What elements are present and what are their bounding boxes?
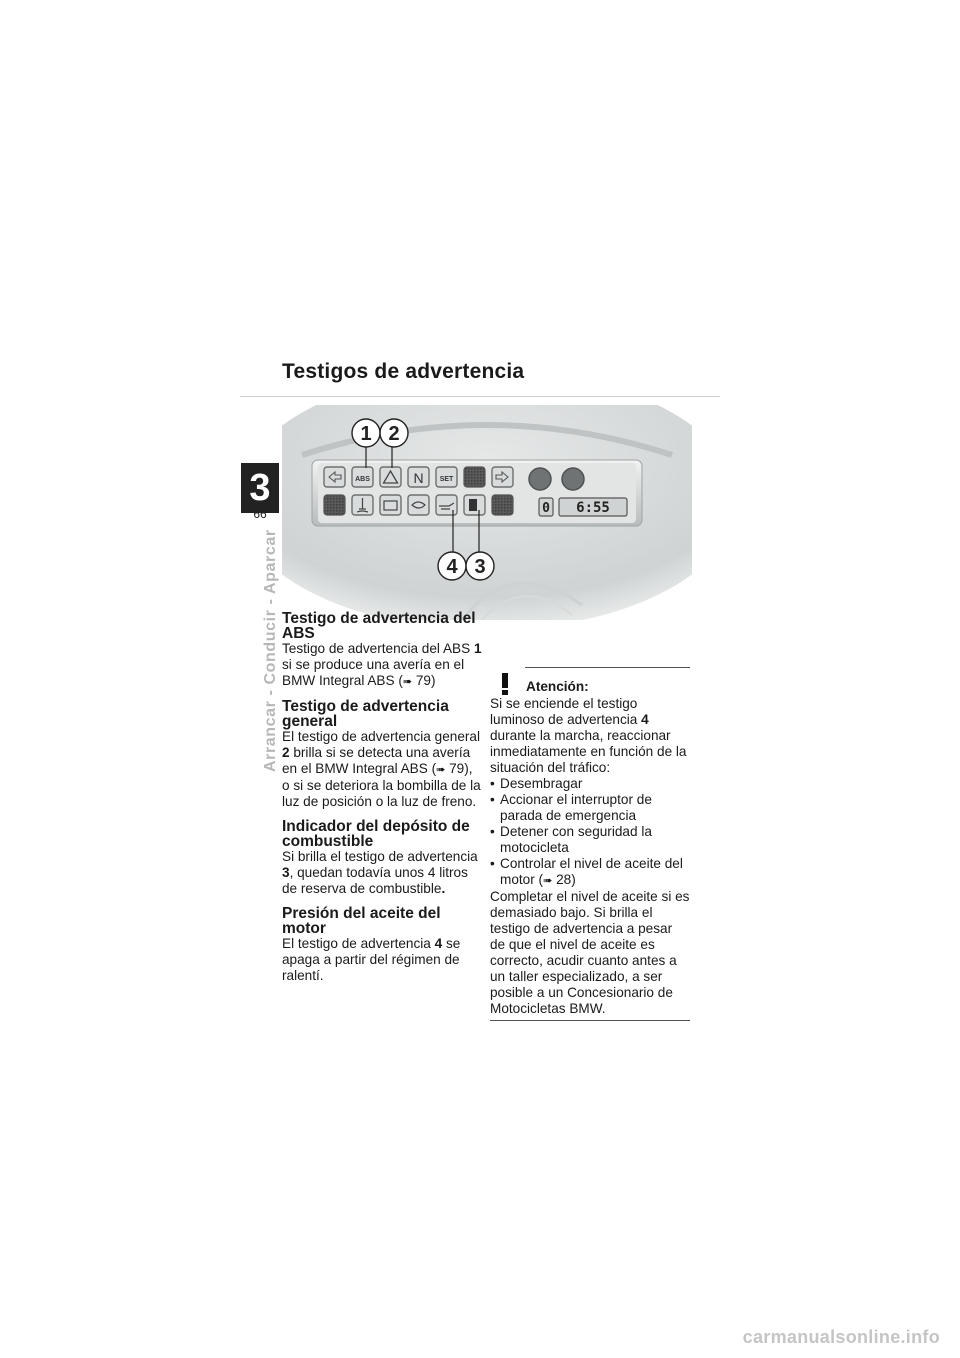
blank-lamp — [324, 495, 345, 515]
page-reference[interactable]: 79 — [449, 761, 465, 776]
note-bottom-rule — [490, 1020, 690, 1021]
footer-watermark: carmanualsonline.info — [742, 1327, 940, 1347]
callout-3-label: 3 — [474, 556, 486, 578]
section-body: Si brilla el testigo de advertencia 3, quedan todavía unos 4 litros de reserva de combustible. — [282, 849, 478, 896]
panel-knob-right — [562, 468, 584, 490]
section-fuel — [282, 819, 482, 897]
neutral-label: N — [413, 470, 424, 486]
list-item: • Accionar el interruptor de parada de emergencia — [490, 792, 690, 824]
note-top-rule — [525, 667, 690, 668]
note-intro: Si se enciende el testigo luminoso de advertencia 4 durante la marcha, reaccionar inmediatamente en función de la situación del tráfico: — [490, 696, 687, 775]
callout-1-label: 1 — [360, 423, 372, 445]
arrow-icon: ➠ — [543, 875, 553, 887]
chapter-number: 3 — [249, 467, 271, 509]
callout-2-label: 2 — [388, 423, 400, 445]
note-body: Completar el nivel de aceite si es demasiado bajo. Si brilla el testigo de advertencia a pesar de que el nivel de aceite es correcto, acudir cuanto antes a un taller especializado, a ser posible a un Concesionario de Motocicletas BMW. — [490, 889, 690, 1016]
section-oil — [282, 906, 482, 984]
note-header — [490, 670, 690, 696]
page-title: Testigos de advertencia — [282, 360, 525, 383]
section-general — [282, 699, 482, 810]
note-label: Atención: — [526, 679, 589, 694]
list-item: • Controlar el nivel de aceite del motor (➠ 28) — [490, 856, 690, 889]
set-label: SET — [439, 476, 454, 483]
section-heading: Testigo de advertencia general — [282, 698, 449, 730]
list-item: • Desembragar — [490, 776, 690, 792]
section-heading: Indicador del depósito de combustible — [282, 818, 470, 850]
section-body: El testigo de advertencia general 2 brilla si se detecta una avería en el BMW Integral ABS (➠ 79), o si se deteriora la bombilla de la luz de posición o la luz de freno. — [282, 729, 481, 809]
section-abs — [282, 611, 482, 690]
caution-exclamation-icon — [490, 670, 520, 696]
gear-value: 0 — [542, 501, 550, 516]
callout-4-label: 4 — [446, 556, 458, 578]
list-item: • Detener con seguridad la motocicleta — [490, 824, 690, 856]
left-column — [282, 611, 482, 993]
oil-pressure-icon — [436, 495, 457, 515]
panel-knob-left — [529, 468, 551, 490]
side-caption: Arrancar - Conducir - Aparcar — [262, 529, 279, 772]
heated-grip-icon — [408, 495, 429, 515]
turn-left-icon — [324, 467, 345, 487]
blank-lamp — [464, 467, 485, 487]
section-body: El testigo de advertencia 4 se apaga a partir del régimen de ralentí. — [282, 936, 461, 983]
instrument-panel-illustration — [282, 405, 692, 620]
arrow-icon: ➠ — [436, 764, 446, 776]
note-bullets — [490, 776, 690, 889]
page-reference[interactable]: 28 — [556, 872, 572, 887]
section-heading: Presión del aceite del motor — [282, 905, 441, 937]
battery-icon — [380, 495, 401, 515]
section-heading: Testigo de advertencia del ABS — [282, 610, 476, 642]
abs-label: ABS — [355, 476, 370, 483]
arrow-icon: ➠ — [402, 676, 413, 688]
page-reference[interactable]: 79 — [415, 673, 431, 688]
clock-value: 6:55 — [576, 500, 610, 516]
blank-lamp — [492, 495, 513, 515]
section-body: Testigo de advertencia del ABS 1 si se produce una avería en el BMW Integral ABS (➠ 79) — [282, 641, 482, 688]
turn-right-icon — [492, 467, 513, 487]
warning-lights-figure — [282, 405, 692, 620]
page-number: 66 — [253, 507, 267, 521]
caution-note — [490, 667, 690, 1021]
title-divider — [240, 396, 720, 397]
